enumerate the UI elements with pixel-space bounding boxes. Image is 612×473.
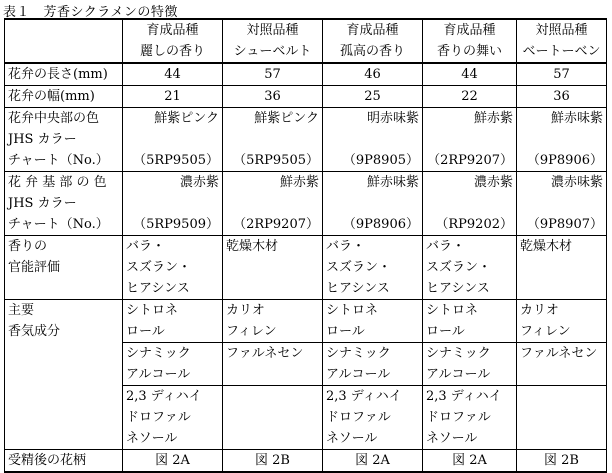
header-cell: 育成品種 香りの舞い bbox=[423, 19, 517, 63]
table-cell: シナミック アルコール bbox=[423, 343, 517, 386]
table-cell: シトロネ ロール bbox=[123, 300, 223, 343]
table-cell: 25 bbox=[323, 86, 423, 108]
header-cell: 対照品種 シューベルト bbox=[223, 19, 323, 63]
center-color-row bbox=[5, 108, 607, 172]
table-cell: 乾燥木材 bbox=[517, 236, 607, 300]
table-title: 表１ 芳香シクラメンの特徴 bbox=[3, 5, 178, 20]
table-cell: 濃赤紫 （RP9202） bbox=[423, 172, 517, 236]
table-cell: 明赤味紫 （9P8905） bbox=[323, 108, 423, 172]
table-cell: 22 bbox=[423, 86, 517, 108]
table-cell: 鮮赤味紫 （9P8906） bbox=[517, 108, 607, 172]
table-cell: 44 bbox=[123, 63, 223, 86]
table-cell: 乾燥木材 bbox=[223, 236, 323, 300]
table-cell: 46 bbox=[323, 63, 423, 86]
table-cell: 2,3 ディハイ ドロファル ネソール bbox=[423, 386, 517, 450]
row-label: 花弁の幅(mm) bbox=[5, 86, 123, 108]
petal-length-row bbox=[5, 63, 607, 86]
table-cell: シトロネ ロール bbox=[423, 300, 517, 343]
table-cell: ファルネセン bbox=[517, 343, 607, 386]
table-cell: 濃赤味紫 （9P8907） bbox=[517, 172, 607, 236]
table-cell: カリオ フィレン bbox=[517, 300, 607, 343]
header-corner bbox=[5, 19, 123, 63]
table-cell: 鮮紫ピンク （5RP9505） bbox=[223, 108, 323, 172]
table-cell: 36 bbox=[517, 86, 607, 108]
row-label: 花弁の長さ(mm) bbox=[5, 63, 123, 86]
header-cell: 育成品種 孤高の香り bbox=[323, 19, 423, 63]
table-cell: バラ・ スズラン・ ヒアシンス bbox=[123, 236, 223, 300]
table-cell: 鮮紫ピンク （5RP9505） bbox=[123, 108, 223, 172]
table-cell: 図 2A bbox=[423, 450, 517, 473]
table-cell: バラ・ スズラン・ ヒアシンス bbox=[423, 236, 517, 300]
sensory-row bbox=[5, 236, 607, 300]
table-cell: シナミック アルコール bbox=[123, 343, 223, 386]
row-label: 花 弁 基 部 の 色 JHS カラー チャート（No.） bbox=[5, 172, 123, 236]
header-cell: 育成品種 麗しの香り bbox=[123, 19, 223, 63]
table-cell: 鮮赤紫 （2RP9207） bbox=[223, 172, 323, 236]
table-cell: シナミック アルコール bbox=[323, 343, 423, 386]
table-cell: 鮮赤紫 （2RP9207） bbox=[423, 108, 517, 172]
table-cell: 濃赤紫 （5RP9509） bbox=[123, 172, 223, 236]
table-cell: 図 2B bbox=[517, 450, 607, 473]
row-label: 香りの 官能評価 bbox=[5, 236, 123, 300]
fragrant-cyclamen-table bbox=[4, 18, 607, 473]
table-cell: 鮮赤味紫 （9P8906） bbox=[323, 172, 423, 236]
table-cell: バラ・ スズラン・ ヒアシンス bbox=[323, 236, 423, 300]
table-cell: 図 2B bbox=[223, 450, 323, 473]
table-cell: 図 2A bbox=[123, 450, 223, 473]
table-cell: 44 bbox=[423, 63, 517, 86]
table-cell: 57 bbox=[517, 63, 607, 86]
header-cell: 対照品種 ベートーベン bbox=[517, 19, 607, 63]
table-cell: カリオ フィレン bbox=[223, 300, 323, 343]
row-label: 主要 香気成分 bbox=[5, 300, 123, 450]
row-label: 受精後の花柄 bbox=[5, 450, 123, 473]
table-cell: 2,3 ディハイ ドロファル ネソール bbox=[323, 386, 423, 450]
table-cell bbox=[223, 386, 323, 450]
table-cell: ファルネセン bbox=[223, 343, 323, 386]
table-cell: 36 bbox=[223, 86, 323, 108]
components-row-1 bbox=[5, 300, 607, 343]
table-cell bbox=[517, 386, 607, 450]
table-cell: 57 bbox=[223, 63, 323, 86]
table-cell: 21 bbox=[123, 86, 223, 108]
petal-width-row bbox=[5, 86, 607, 108]
header-row bbox=[5, 19, 607, 63]
table-cell: シトロネ ロール bbox=[323, 300, 423, 343]
base-color-row bbox=[5, 172, 607, 236]
table-cell: 図 2A bbox=[323, 450, 423, 473]
row-label: 花弁中央部の色 JHS カラー チャート（No.） bbox=[5, 108, 123, 172]
table-cell: 2,3 ディハイ ドロファル ネソール bbox=[123, 386, 223, 450]
